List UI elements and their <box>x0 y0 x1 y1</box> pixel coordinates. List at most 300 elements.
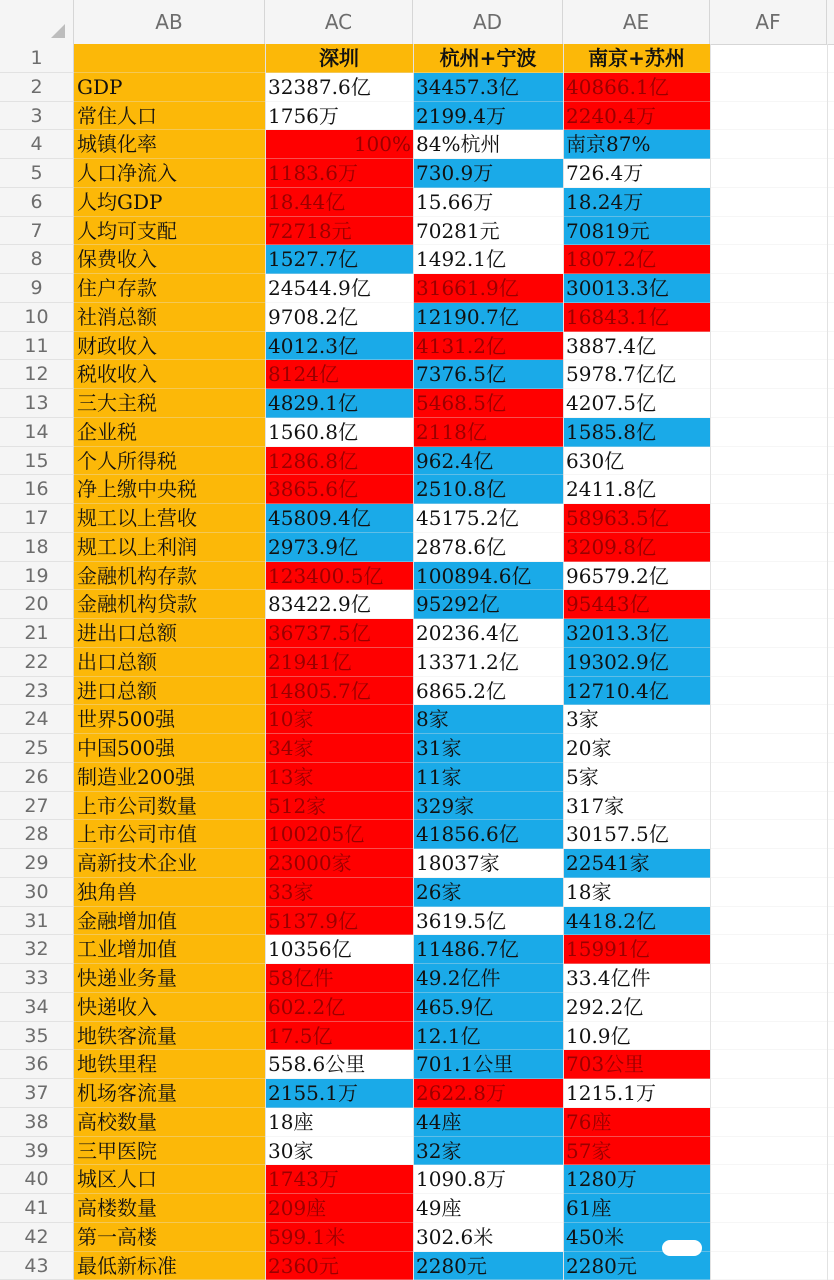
value-cell[interactable]: 2240.4万 <box>563 102 710 131</box>
value-cell[interactable]: 2411.8亿 <box>563 475 710 504</box>
sheet-row <box>0 907 834 936</box>
value-cell[interactable]: 13371.2亿 <box>413 648 563 677</box>
label-cell[interactable]: 个人所得税 <box>74 447 265 476</box>
value-cell[interactable]: 558.6公里 <box>265 1050 413 1079</box>
value-cell[interactable]: 96579.2亿 <box>563 562 710 591</box>
empty-cell-af[interactable] <box>710 418 827 447</box>
value-cell[interactable]: 61座 <box>563 1194 710 1223</box>
row-number[interactable]: 9 <box>0 274 74 303</box>
value-cell[interactable]: 33家 <box>265 878 413 907</box>
row-number[interactable]: 28 <box>0 820 74 849</box>
value-cell[interactable]: 2973.9亿 <box>265 533 413 562</box>
row-number[interactable]: 3 <box>0 102 74 131</box>
row-number[interactable]: 35 <box>0 1022 74 1051</box>
value-cell[interactable]: 21941亿 <box>265 648 413 677</box>
row-number[interactable]: 4 <box>0 130 74 159</box>
value-cell[interactable]: 45175.2亿 <box>413 504 563 533</box>
grid-row-line <box>74 1049 834 1050</box>
empty-cell-af[interactable] <box>710 1079 827 1108</box>
column-header-ab[interactable]: AB <box>74 0 265 44</box>
value-cell[interactable]: 32家 <box>413 1137 563 1166</box>
value-cell[interactable]: 58亿件 <box>265 964 413 993</box>
empty-cell-af[interactable] <box>710 130 827 159</box>
value-cell[interactable]: 34家 <box>265 734 413 763</box>
value-cell[interactable]: 72718元 <box>265 217 413 246</box>
row-number[interactable]: 10 <box>0 303 74 332</box>
value-cell[interactable]: 3209.8亿 <box>563 533 710 562</box>
value-cell[interactable]: 95443亿 <box>563 590 710 619</box>
empty-cell-af[interactable] <box>710 562 827 591</box>
value-cell[interactable]: 31661.9亿 <box>413 274 563 303</box>
label-cell[interactable]: 工业增加值 <box>74 935 265 964</box>
sheet-row <box>0 533 834 562</box>
label-cell[interactable]: 税收收入 <box>74 360 265 389</box>
value-cell[interactable]: 11486.7亿 <box>413 935 563 964</box>
grid-row-line <box>74 992 834 993</box>
select-all-corner[interactable] <box>0 0 74 44</box>
value-cell[interactable]: 100% <box>265 130 413 159</box>
empty-cell-af[interactable] <box>710 677 827 706</box>
empty-cell-af[interactable] <box>710 1022 827 1051</box>
value-cell[interactable]: 1743万 <box>265 1165 413 1194</box>
value-cell[interactable]: 1286.8亿 <box>265 447 413 476</box>
label-cell[interactable]: 上市公司数量 <box>74 792 265 821</box>
value-cell[interactable]: 17.5亿 <box>265 1022 413 1051</box>
grid-row-line <box>74 1136 834 1137</box>
label-cell[interactable]: 机场客流量 <box>74 1079 265 1108</box>
label-cell[interactable]: 城镇化率 <box>74 130 265 159</box>
value-cell[interactable]: 512家 <box>265 792 413 821</box>
row-number[interactable]: 37 <box>0 1079 74 1108</box>
value-cell[interactable]: 2878.6亿 <box>413 533 563 562</box>
label-cell[interactable]: 规工以上利润 <box>74 533 265 562</box>
value-cell[interactable]: 30157.5亿 <box>563 820 710 849</box>
value-cell[interactable]: 24544.9亿 <box>265 274 413 303</box>
grid-row-line <box>74 302 834 303</box>
empty-cell-af[interactable] <box>710 820 827 849</box>
row-number[interactable]: 5 <box>0 159 74 188</box>
empty-cell-af[interactable] <box>710 648 827 677</box>
label-cell[interactable]: 城区人口 <box>74 1165 265 1194</box>
label-cell[interactable]: 快递业务量 <box>74 964 265 993</box>
grid-row-line <box>74 819 834 820</box>
empty-cell-af[interactable] <box>710 763 827 792</box>
label-cell[interactable]: 净上缴中央税 <box>74 475 265 504</box>
empty-cell-af[interactable] <box>710 734 827 763</box>
value-cell[interactable]: 11家 <box>413 763 563 792</box>
value-cell[interactable]: 4207.5亿 <box>563 389 710 418</box>
value-cell[interactable]: 33.4亿件 <box>563 964 710 993</box>
value-cell[interactable]: 41856.6亿 <box>413 820 563 849</box>
column-header-ad[interactable]: AD <box>413 0 563 44</box>
value-cell[interactable]: 57家 <box>563 1137 710 1166</box>
label-cell[interactable]: 地铁客流量 <box>74 1022 265 1051</box>
value-cell[interactable]: 292.2亿 <box>563 993 710 1022</box>
value-cell[interactable]: 83422.9亿 <box>265 590 413 619</box>
empty-cell-af[interactable] <box>710 360 827 389</box>
label-cell[interactable]: 快递收入 <box>74 993 265 1022</box>
value-cell[interactable]: 22541家 <box>563 849 710 878</box>
label-cell[interactable]: 保费收入 <box>74 245 265 274</box>
row-number[interactable]: 17 <box>0 504 74 533</box>
value-cell[interactable]: 12.1亿 <box>413 1022 563 1051</box>
row-number[interactable]: 12 <box>0 360 74 389</box>
label-cell[interactable]: 进出口总额 <box>74 619 265 648</box>
value-cell[interactable]: 123400.5亿 <box>265 562 413 591</box>
grid-row-line <box>74 359 834 360</box>
sheet-row <box>0 935 834 964</box>
grid-row-line <box>74 589 834 590</box>
value-cell[interactable]: 15.66万 <box>413 188 563 217</box>
grid-row-line <box>74 618 834 619</box>
empty-cell-af[interactable] <box>710 332 827 361</box>
value-cell[interactable]: 10356亿 <box>265 935 413 964</box>
label-cell[interactable]: GDP <box>74 73 265 102</box>
label-cell[interactable]: 制造业200强 <box>74 763 265 792</box>
empty-cell-af[interactable] <box>710 964 827 993</box>
empty-cell-af[interactable] <box>710 217 827 246</box>
empty-cell-af[interactable] <box>710 1223 827 1252</box>
value-cell[interactable]: 14805.7亿 <box>265 677 413 706</box>
city-header-cell[interactable]: 杭州+宁波 <box>413 44 563 73</box>
value-cell[interactable]: 13家 <box>265 763 413 792</box>
label-cell[interactable]: 企业税 <box>74 418 265 447</box>
sheet-row <box>0 1165 834 1194</box>
label-cell[interactable]: 金融机构贷款 <box>74 590 265 619</box>
value-cell[interactable]: 726.4万 <box>563 159 710 188</box>
value-cell[interactable]: 23000家 <box>265 849 413 878</box>
row-number[interactable]: 34 <box>0 993 74 1022</box>
row-number[interactable]: 36 <box>0 1050 74 1079</box>
row-number[interactable]: 21 <box>0 619 74 648</box>
row-number[interactable]: 25 <box>0 734 74 763</box>
value-cell[interactable]: 2199.4万 <box>413 102 563 131</box>
label-cell[interactable]: 第一高楼 <box>74 1223 265 1252</box>
value-cell[interactable]: 703公里 <box>563 1050 710 1079</box>
row-number[interactable]: 15 <box>0 447 74 476</box>
row-number[interactable]: 23 <box>0 677 74 706</box>
row-number[interactable]: 1 <box>0 44 74 73</box>
value-cell[interactable]: 3家 <box>563 705 710 734</box>
value-cell[interactable]: 5家 <box>563 763 710 792</box>
value-cell[interactable]: 2510.8亿 <box>413 475 563 504</box>
sheet-row <box>0 475 834 504</box>
value-cell[interactable]: 630亿 <box>563 447 710 476</box>
value-cell[interactable]: 84%杭州 <box>413 130 563 159</box>
value-cell[interactable]: 1560.8亿 <box>265 418 413 447</box>
grid-row-line <box>74 733 834 734</box>
label-cell[interactable]: 社消总额 <box>74 303 265 332</box>
label-cell[interactable]: 三大主税 <box>74 389 265 418</box>
value-cell[interactable]: 16843.1亿 <box>563 303 710 332</box>
value-cell[interactable]: 5137.9亿 <box>265 907 413 936</box>
row-number[interactable]: 30 <box>0 878 74 907</box>
row-number[interactable]: 31 <box>0 907 74 936</box>
label-cell[interactable]: 住户存款 <box>74 274 265 303</box>
value-cell[interactable]: 9708.2亿 <box>265 303 413 332</box>
label-cell[interactable]: 高新技术企业 <box>74 849 265 878</box>
value-cell[interactable]: 1183.6万 <box>265 159 413 188</box>
sheet-row <box>0 1223 834 1252</box>
value-cell[interactable]: 45809.4亿 <box>265 504 413 533</box>
scribble-mark <box>662 1240 702 1256</box>
value-cell[interactable]: 15991亿 <box>563 935 710 964</box>
row-number[interactable]: 41 <box>0 1194 74 1223</box>
empty-cell-af[interactable] <box>710 1050 827 1079</box>
value-cell[interactable]: 30家 <box>265 1137 413 1166</box>
grid-row-line <box>74 1251 834 1252</box>
value-cell[interactable]: 18037家 <box>413 849 563 878</box>
value-cell[interactable]: 962.4亿 <box>413 447 563 476</box>
value-cell[interactable]: 3865.6亿 <box>265 475 413 504</box>
value-cell[interactable]: 8124亿 <box>265 360 413 389</box>
grid-row-line <box>74 1164 834 1165</box>
row-number[interactable]: 22 <box>0 648 74 677</box>
empty-cell-af[interactable] <box>710 303 827 332</box>
label-cell[interactable]: 上市公司市值 <box>74 820 265 849</box>
label-cell[interactable]: 地铁里程 <box>74 1050 265 1079</box>
value-cell[interactable]: 1215.1万 <box>563 1079 710 1108</box>
label-cell[interactable]: 世界500强 <box>74 705 265 734</box>
grid-column-line <box>265 44 266 1280</box>
row-number[interactable]: 24 <box>0 705 74 734</box>
value-cell[interactable]: 70281元 <box>413 217 563 246</box>
value-cell[interactable]: 2360元 <box>265 1252 413 1280</box>
label-cell[interactable]: 金融机构存款 <box>74 562 265 591</box>
row-number[interactable]: 43 <box>0 1252 74 1280</box>
empty-cell-af[interactable] <box>710 1108 827 1137</box>
empty-cell-af[interactable] <box>710 705 827 734</box>
value-cell[interactable]: 20236.4亿 <box>413 619 563 648</box>
empty-cell-af[interactable] <box>710 1194 827 1223</box>
value-cell[interactable]: 100894.6亿 <box>413 562 563 591</box>
empty-cell-af[interactable] <box>710 792 827 821</box>
row-number[interactable]: 32 <box>0 935 74 964</box>
empty-cell-af[interactable] <box>710 993 827 1022</box>
value-cell[interactable]: 1492.1亿 <box>413 245 563 274</box>
value-cell[interactable]: 6865.2亿 <box>413 677 563 706</box>
city-header-cell[interactable]: 深圳 <box>265 44 413 73</box>
value-cell[interactable]: 2155.1万 <box>265 1079 413 1108</box>
value-cell[interactable]: 5468.5亿 <box>413 389 563 418</box>
value-cell[interactable]: 5978.7亿亿 <box>563 360 710 389</box>
value-cell[interactable]: 4418.2亿 <box>563 907 710 936</box>
row-number[interactable]: 19 <box>0 562 74 591</box>
value-cell[interactable]: 4131.2亿 <box>413 332 563 361</box>
empty-cell-af[interactable] <box>710 188 827 217</box>
column-header-af[interactable]: AF <box>710 0 827 44</box>
value-cell[interactable]: 12710.4亿 <box>563 677 710 706</box>
value-cell[interactable]: 100205亿 <box>265 820 413 849</box>
empty-cell-af[interactable] <box>710 1165 827 1194</box>
grid-row-line <box>74 1193 834 1194</box>
value-cell[interactable]: 32387.6亿 <box>265 73 413 102</box>
sheet-row <box>0 1108 834 1137</box>
row-number[interactable]: 39 <box>0 1137 74 1166</box>
value-cell[interactable]: 49座 <box>413 1194 563 1223</box>
value-cell[interactable]: 30013.3亿 <box>563 274 710 303</box>
label-cell[interactable]: 最低新标准 <box>74 1252 265 1280</box>
value-cell[interactable]: 40866.1亿 <box>563 73 710 102</box>
empty-cell-af[interactable] <box>710 159 827 188</box>
label-cell[interactable]: 高校数量 <box>74 1108 265 1137</box>
grid-row-line <box>74 331 834 332</box>
value-cell[interactable]: 70819元 <box>563 217 710 246</box>
value-cell[interactable]: 302.6米 <box>413 1223 563 1252</box>
value-cell[interactable]: 10家 <box>265 705 413 734</box>
sheet-row <box>0 648 834 677</box>
column-header-ac[interactable]: AC <box>265 0 413 44</box>
value-cell[interactable]: 18座 <box>265 1108 413 1137</box>
value-cell[interactable]: 465.9亿 <box>413 993 563 1022</box>
grid-row-line <box>74 273 834 274</box>
label-cell[interactable]: 常住人口 <box>74 102 265 131</box>
value-cell[interactable]: 南京87% <box>563 130 710 159</box>
value-cell[interactable]: 31家 <box>413 734 563 763</box>
label-cell[interactable]: 三甲医院 <box>74 1137 265 1166</box>
grid-row-line <box>74 72 834 73</box>
value-cell[interactable]: 2622.8万 <box>413 1079 563 1108</box>
row-number[interactable]: 42 <box>0 1223 74 1252</box>
row-number[interactable]: 13 <box>0 389 74 418</box>
value-cell[interactable]: 4829.1亿 <box>265 389 413 418</box>
empty-cell-af[interactable] <box>710 878 827 907</box>
grid-row-line <box>74 129 834 130</box>
empty-cell-af[interactable] <box>710 907 827 936</box>
value-cell[interactable]: 2118亿 <box>413 418 563 447</box>
label-cell[interactable]: 出口总额 <box>74 648 265 677</box>
value-cell[interactable]: 58963.5亿 <box>563 504 710 533</box>
value-cell[interactable]: 2280元 <box>413 1252 563 1280</box>
value-cell[interactable]: 32013.3亿 <box>563 619 710 648</box>
row-number[interactable]: 33 <box>0 964 74 993</box>
value-cell[interactable]: 7376.5亿 <box>413 360 563 389</box>
value-cell[interactable]: 1807.2亿 <box>563 245 710 274</box>
row-number[interactable]: 27 <box>0 792 74 821</box>
value-cell[interactable]: 44座 <box>413 1108 563 1137</box>
value-cell[interactable]: 34457.3亿 <box>413 73 563 102</box>
empty-cell-af[interactable] <box>710 533 827 562</box>
select-all-triangle-icon <box>51 24 65 38</box>
row-number[interactable]: 29 <box>0 849 74 878</box>
value-cell[interactable]: 4012.3亿 <box>265 332 413 361</box>
value-cell[interactable]: 1090.8万 <box>413 1165 563 1194</box>
sheet-row <box>0 332 834 361</box>
grid-row-line <box>74 503 834 504</box>
label-cell[interactable]: 独角兽 <box>74 878 265 907</box>
empty-cell-af[interactable] <box>710 475 827 504</box>
grid-row-line <box>74 704 834 705</box>
city-header-cell[interactable]: 南京+苏州 <box>563 44 710 73</box>
value-cell[interactable]: 602.2亿 <box>265 993 413 1022</box>
value-cell[interactable]: 12190.7亿 <box>413 303 563 332</box>
empty-cell-af[interactable] <box>710 590 827 619</box>
empty-cell-af[interactable] <box>710 389 827 418</box>
value-cell[interactable]: 450米 <box>563 1223 710 1252</box>
label-cell[interactable]: 中国500强 <box>74 734 265 763</box>
value-cell[interactable]: 19302.9亿 <box>563 648 710 677</box>
label-cell[interactable]: 财政收入 <box>74 332 265 361</box>
value-cell[interactable]: 26家 <box>413 878 563 907</box>
label-cell[interactable]: 人均可支配 <box>74 217 265 246</box>
empty-cell-af[interactable] <box>710 619 827 648</box>
value-cell[interactable]: 95292亿 <box>413 590 563 619</box>
value-cell[interactable]: 20家 <box>563 734 710 763</box>
value-cell[interactable]: 49.2亿件 <box>413 964 563 993</box>
value-cell[interactable]: 1756万 <box>265 102 413 131</box>
empty-cell-af[interactable] <box>710 73 827 102</box>
row-number[interactable]: 6 <box>0 188 74 217</box>
label-cell[interactable] <box>74 44 265 73</box>
empty-cell-af[interactable] <box>710 102 827 131</box>
value-cell[interactable]: 209座 <box>265 1194 413 1223</box>
label-cell[interactable]: 人口净流入 <box>74 159 265 188</box>
value-cell[interactable]: 1527.7亿 <box>265 245 413 274</box>
empty-cell-af[interactable] <box>710 849 827 878</box>
value-cell[interactable]: 329家 <box>413 792 563 821</box>
label-cell[interactable]: 金融增加值 <box>74 907 265 936</box>
empty-cell-af[interactable] <box>710 935 827 964</box>
row-number[interactable]: 16 <box>0 475 74 504</box>
grid-row-line <box>74 1021 834 1022</box>
label-cell[interactable]: 规工以上营收 <box>74 504 265 533</box>
value-cell[interactable]: 36737.5亿 <box>265 619 413 648</box>
row-number[interactable]: 14 <box>0 418 74 447</box>
value-cell[interactable]: 18.24万 <box>563 188 710 217</box>
row-number[interactable]: 38 <box>0 1108 74 1137</box>
value-cell[interactable]: 18家 <box>563 878 710 907</box>
label-cell[interactable]: 高楼数量 <box>74 1194 265 1223</box>
value-cell[interactable]: 76座 <box>563 1108 710 1137</box>
value-cell[interactable]: 3619.5亿 <box>413 907 563 936</box>
row-number[interactable]: 2 <box>0 73 74 102</box>
value-cell[interactable]: 18.44亿 <box>265 188 413 217</box>
sheet-row <box>0 820 834 849</box>
sheet-row <box>0 878 834 907</box>
value-cell[interactable]: 701.1公里 <box>413 1050 563 1079</box>
row-number[interactable]: 7 <box>0 217 74 246</box>
value-cell[interactable]: 317家 <box>563 792 710 821</box>
column-header-ae[interactable]: AE <box>563 0 710 44</box>
row-number[interactable]: 11 <box>0 332 74 361</box>
value-cell[interactable]: 1280万 <box>563 1165 710 1194</box>
grid-row-line <box>74 906 834 907</box>
value-cell[interactable]: 2280元 <box>563 1252 710 1280</box>
row-number[interactable]: 40 <box>0 1165 74 1194</box>
value-cell[interactable]: 3887.4亿 <box>563 332 710 361</box>
row-number[interactable]: 8 <box>0 245 74 274</box>
grid-column-line <box>827 44 828 1280</box>
empty-cell-af[interactable] <box>710 245 827 274</box>
empty-cell-af[interactable] <box>710 274 827 303</box>
value-cell[interactable]: 599.1米 <box>265 1223 413 1252</box>
empty-cell-af[interactable] <box>710 1137 827 1166</box>
sheet-row <box>0 705 834 734</box>
value-cell[interactable]: 8家 <box>413 705 563 734</box>
label-cell[interactable]: 人均GDP <box>74 188 265 217</box>
row-number[interactable]: 20 <box>0 590 74 619</box>
value-cell[interactable]: 730.9万 <box>413 159 563 188</box>
empty-cell-af[interactable] <box>710 447 827 476</box>
row-number[interactable]: 26 <box>0 763 74 792</box>
value-cell[interactable]: 10.9亿 <box>563 1022 710 1051</box>
label-cell[interactable]: 进口总额 <box>74 677 265 706</box>
empty-cell-af[interactable] <box>710 1252 827 1280</box>
grid-row-line <box>74 647 834 648</box>
empty-cell-af[interactable] <box>710 504 827 533</box>
value-cell[interactable]: 1585.8亿 <box>563 418 710 447</box>
row-number[interactable]: 18 <box>0 533 74 562</box>
